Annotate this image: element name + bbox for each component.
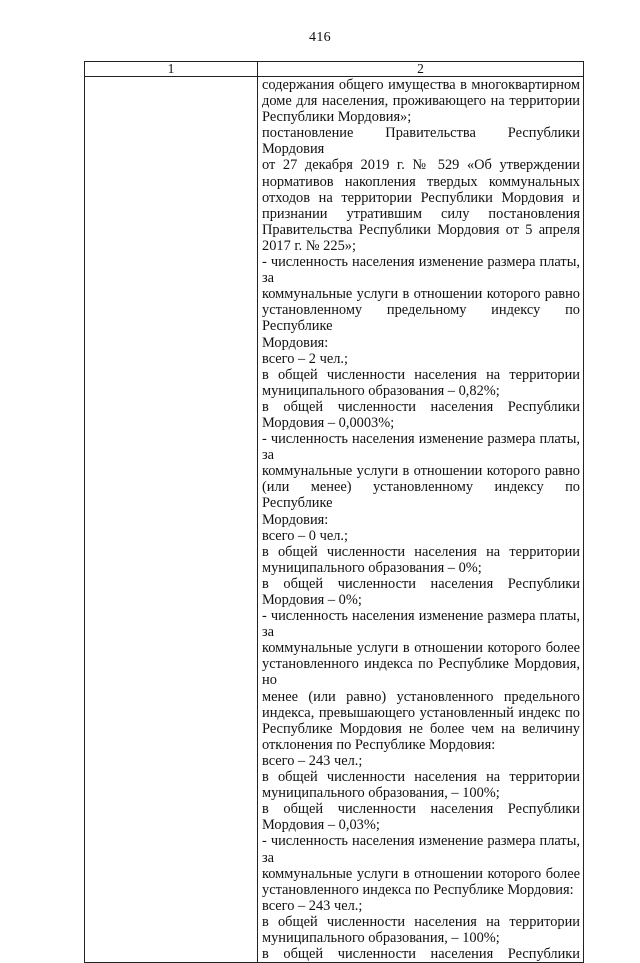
text-line: - численность населения изменение размера платы, за [262, 608, 580, 641]
text-line: коммунальные услуги в отношении которого равно [262, 463, 580, 480]
text-line: в общей численности населения на территории [262, 769, 580, 786]
text-line: отходов на территории Республики Мордовия и [262, 189, 580, 206]
text-line: в общей численности населения Республики [262, 575, 580, 592]
table-header-row [85, 62, 584, 77]
text-line: Мордовия: [262, 511, 329, 528]
text-line: индекса, превышающего установленный индекс по [262, 704, 580, 721]
text-line: (или менее) установленному индексу по Республике [262, 479, 580, 512]
text-line: отклонения по Республике Мордовия: [262, 736, 496, 753]
column-header-2: 2 [258, 62, 584, 77]
table-row [85, 77, 584, 963]
column-header-1: 1 [85, 62, 258, 77]
text-line: Мордовия: [262, 334, 329, 351]
text-line: установленного индекса по Республике Мордовия, но [262, 656, 580, 689]
column-1-cell [85, 77, 258, 963]
text-line: от 27 декабря 2019 г. № 529 «Об утверждении [262, 157, 580, 174]
text-line: коммунальные услуги в отношении которого равно [262, 286, 580, 303]
text-line: установленному предельному индексу по Республике [262, 302, 580, 335]
text-line: в общей численности населения Республики [262, 398, 580, 415]
text-line: Республике Мордовия не более чем на величину [262, 720, 580, 737]
cell-text-block [262, 77, 580, 962]
text-line: - численность населения изменение размера платы, за [262, 431, 580, 464]
text-line: в общей численности населения Республики [262, 801, 580, 818]
text-line: в общей численности населения на территории [262, 913, 580, 930]
text-line: коммунальные услуги в отношении которого более [262, 865, 580, 882]
text-line: муниципального образования – 0,82%; [262, 382, 500, 399]
text-line: постановление Правительства Республики Мордовия [262, 125, 580, 158]
text-line: доме для населения, проживающего на территории [262, 93, 580, 110]
text-line: Правительства Республики Мордовия от 5 апреля [262, 221, 580, 238]
document-table [84, 61, 584, 963]
page-number: 416 [309, 30, 331, 45]
text-line: всего – 0 чел.; [262, 527, 348, 544]
text-line: признании утратившим силу постановления [262, 205, 580, 222]
column-2-cell [258, 77, 584, 963]
text-line: муниципального образования – 0%; [262, 559, 482, 576]
text-line: - численность населения изменение размера платы, за [262, 254, 580, 287]
text-line: нормативов накопления твердых коммунальных [262, 173, 580, 190]
text-line: Республики Мордовия»; [262, 109, 412, 126]
text-line: - численность населения изменение размера платы, за [262, 833, 580, 866]
text-line: Мордовия – 0,03%; [262, 817, 380, 834]
text-line: всего – 2 чел.; [262, 350, 348, 367]
text-line: муниципального образования, – 100%; [262, 785, 500, 802]
text-line: Мордовия – 0%; [262, 592, 362, 608]
text-line: содержания общего имущества в многоквартирном [262, 77, 580, 93]
text-line: всего – 243 чел.; [262, 897, 363, 914]
text-line: муниципального образования, – 100%; [262, 929, 500, 946]
text-line: в общей численности населения на территории [262, 366, 580, 383]
text-line: всего – 243 чел.; [262, 752, 363, 769]
text-line: коммунальные услуги в отношении которого более [262, 640, 580, 657]
text-line: в общей численности населения на территории [262, 543, 580, 560]
text-line: Мордовия – 0,0003%; [262, 414, 395, 431]
text-line: менее (или равно) установленного предельного [262, 688, 580, 705]
text-line: 2017 г. № 225»; [262, 237, 356, 254]
text-line: установленного индекса по Республике Мордовия: [262, 881, 574, 898]
text-line: в общей численности населения Республики [262, 946, 580, 963]
